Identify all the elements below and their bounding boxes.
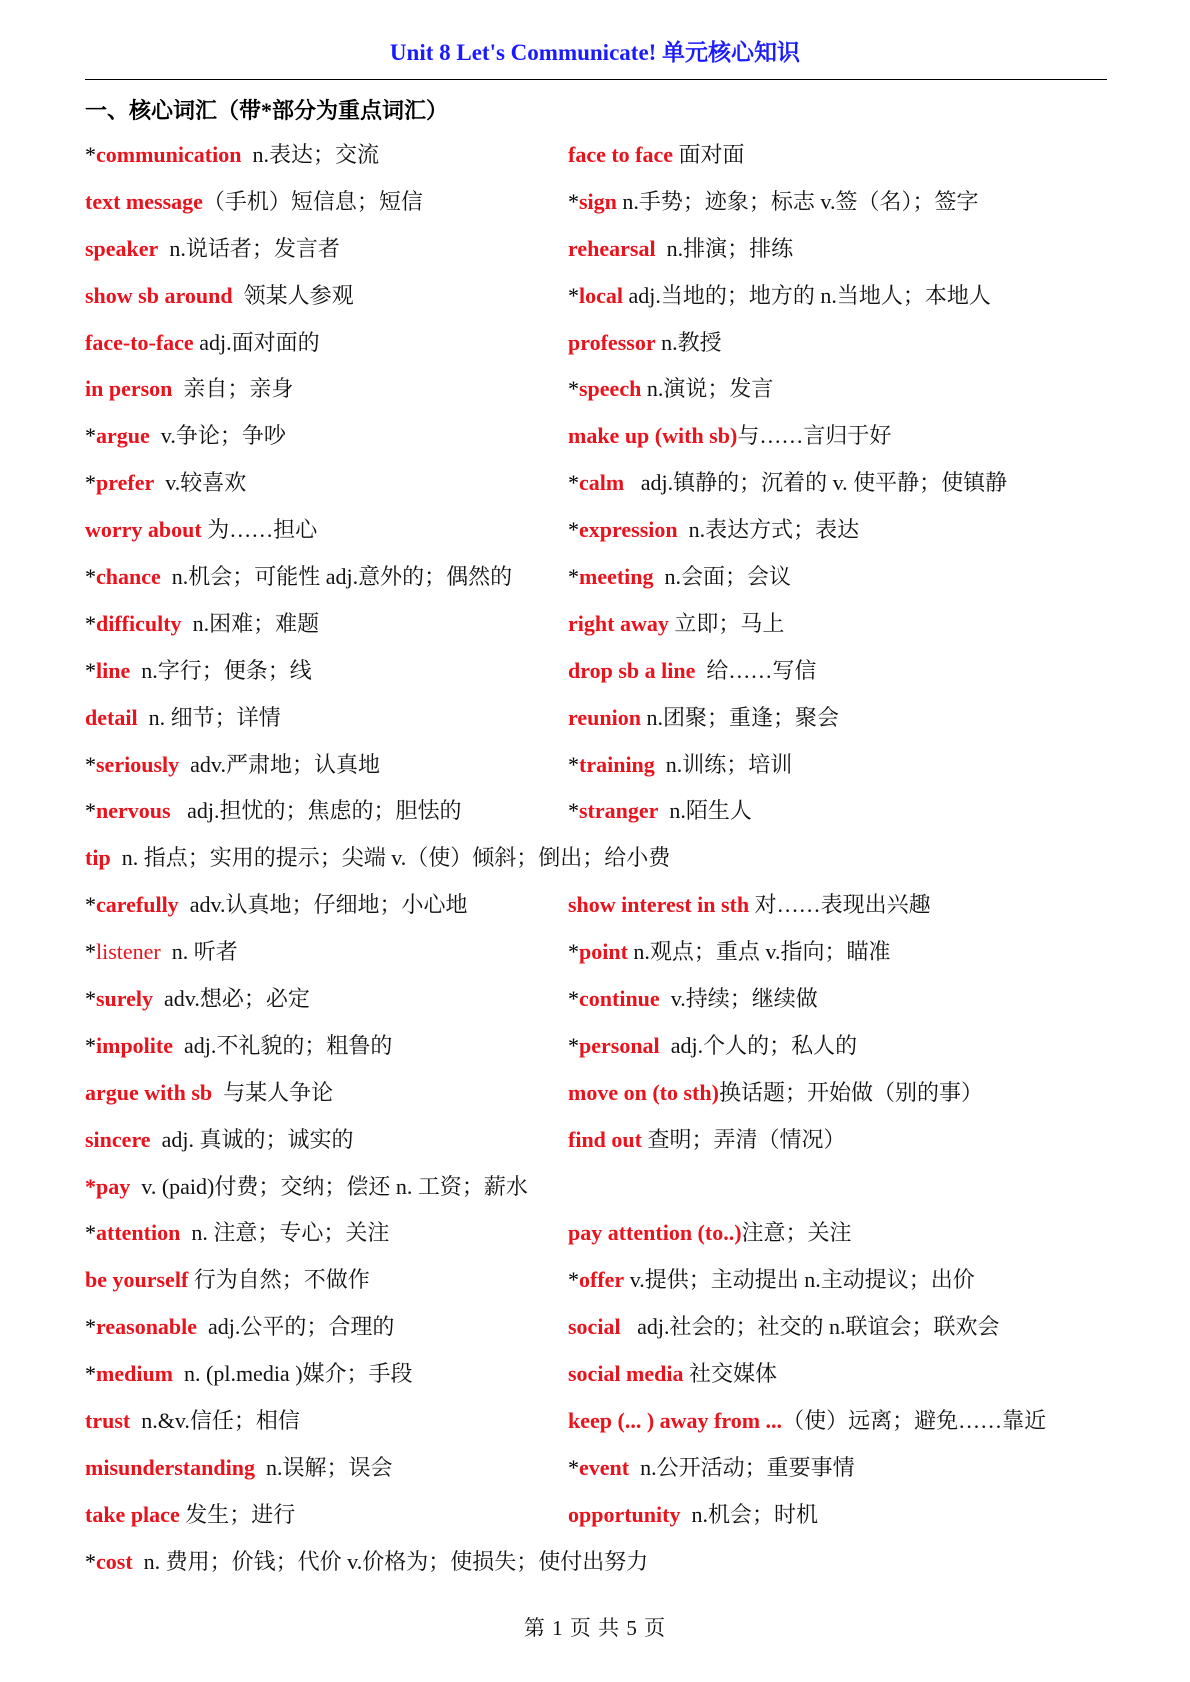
vocab-row [85, 1353, 1125, 1400]
vocab-entry [85, 1453, 392, 1483]
vocab-row [85, 1072, 1125, 1119]
key-word-marker: * [568, 986, 579, 1012]
vocab-definition: n.会面；会议 [653, 564, 792, 590]
vocab-term: reasonable [96, 1314, 198, 1340]
key-word-marker: * [568, 1454, 579, 1480]
vocab-entry [568, 1406, 1046, 1436]
vocab-row [85, 744, 1125, 791]
vocab-entry [85, 1265, 370, 1295]
vocab-term: argue [96, 423, 150, 449]
vocab-definition: v. (paid)付费；交纳；偿还 n. 工资；薪水 [130, 1173, 528, 1199]
vocab-term: pay [96, 1173, 131, 1199]
vocab-entry [85, 890, 468, 920]
vocab-row [85, 1400, 1125, 1447]
vocab-definition: 面对面 [673, 142, 745, 167]
key-word-marker: * [568, 939, 579, 965]
vocab-definition: n. 费用；价钱；代价 v.价格为；使损失；使付出努力 [132, 1548, 649, 1574]
vocab-entry [85, 1031, 392, 1061]
vocab-term: continue [579, 986, 660, 1012]
vocab-definition: adv.严肃地；认真地 [179, 751, 380, 777]
vocab-term: move on (to sth) [568, 1079, 719, 1105]
vocab-term: attention [96, 1220, 181, 1246]
key-word-marker: * [568, 798, 579, 824]
vocab-entry [568, 984, 818, 1014]
vocab-row [85, 931, 1125, 978]
vocab-row [85, 884, 1125, 931]
vocab-term: listener [96, 939, 161, 965]
vocab-entry [85, 937, 238, 967]
vocab-row [85, 1306, 1125, 1353]
key-word-marker: * [85, 142, 96, 167]
vocab-row [85, 275, 1125, 322]
key-word-marker: * [85, 892, 96, 918]
vocab-term: be yourself [85, 1267, 189, 1293]
vocab-definition: adj.当地的；地方的 n.当地人；本地人 [623, 282, 991, 308]
vocab-row [85, 1166, 1125, 1213]
vocab-term: speaker [85, 235, 159, 261]
key-word-marker: * [85, 564, 96, 590]
vocab-term: cost [96, 1548, 133, 1574]
vocab-definition: n.观点；重点 v.指向；瞄准 [627, 939, 891, 965]
vocab-term: take place [85, 1501, 180, 1527]
vocab-entry [568, 468, 1007, 498]
vocab-term: face to face [568, 142, 674, 167]
vocab-entry [85, 1500, 295, 1530]
key-word-marker: * [85, 798, 96, 824]
vocab-entry [85, 1218, 389, 1248]
section-heading: 一、核心词汇（带*部分为重点词汇） [85, 98, 449, 123]
vocab-row [85, 603, 1125, 650]
vocab-definition: v.较喜欢 [154, 470, 247, 496]
vocab-definition: n. 听者 [160, 939, 238, 965]
vocab-definition: n. 细节；详情 [137, 704, 281, 730]
vocabulary-list [85, 134, 1125, 1588]
key-word-marker: * [85, 1032, 96, 1058]
key-word-marker: * [85, 1220, 96, 1246]
vocab-definition: n.说话者；发言者 [158, 235, 340, 261]
vocab-term: nervous [96, 798, 171, 824]
key-word-marker: * [85, 1314, 96, 1340]
vocab-definition: 注意；关注 [741, 1220, 852, 1246]
key-word-marker: * [85, 470, 96, 496]
vocab-term: keep (... ) away from ... [568, 1408, 783, 1434]
vocab-entry [568, 609, 784, 639]
vocab-entry [568, 750, 792, 780]
vocab-definition: 与……言归于好 [737, 423, 892, 449]
vocab-term: stranger [579, 798, 659, 824]
vocab-entry [85, 468, 246, 498]
vocab-entry [85, 750, 380, 780]
vocab-term: right away [568, 610, 669, 636]
vocab-row [85, 1541, 1125, 1588]
vocab-definition: adj.不礼貌的；粗鲁的 [173, 1032, 393, 1058]
vocab-term: show sb around [85, 282, 233, 308]
vocab-entry [85, 187, 423, 217]
vocab-definition: 给……写信 [695, 657, 817, 683]
vocab-entry [85, 609, 319, 639]
key-word-marker: * [85, 986, 96, 1012]
vocab-definition: 发生；进行 [179, 1501, 296, 1527]
page-number: 第 1 页 共 5 页 [523, 1616, 667, 1640]
vocab-term: misunderstanding [85, 1454, 255, 1480]
vocab-entry [85, 140, 379, 170]
vocab-term: rehearsal [568, 235, 656, 261]
vocab-row [85, 1447, 1125, 1494]
vocab-definition: adj.镇静的；沉着的 v. 使平静；使镇静 [624, 470, 1008, 496]
vocab-entry [85, 1125, 353, 1155]
vocab-entry [568, 1359, 777, 1389]
vocab-definition: n. 指点；实用的提示；尖端 v.（使）倾斜；倒出；给小费 [110, 845, 671, 871]
vocab-term: calm [579, 470, 625, 496]
vocab-definition: n.字行；便条；线 [130, 657, 312, 683]
vocab-term: personal [579, 1032, 660, 1058]
vocab-definition: 查明；弄清（情况） [641, 1126, 846, 1152]
key-word-marker: * [85, 657, 96, 683]
vocab-definition: n.陌生人 [658, 798, 752, 824]
vocab-definition: n.团聚；重逢；聚会 [640, 704, 839, 730]
vocab-term: medium [96, 1361, 173, 1387]
vocab-term: speech [579, 376, 642, 402]
vocab-definition: 对……表现出兴趣 [749, 892, 931, 918]
vocab-definition: n. 注意；专心；关注 [180, 1220, 390, 1246]
vocab-definition: v.提供；主动提出 n.主动提议；出价 [624, 1267, 975, 1293]
key-word-marker: * [568, 1267, 579, 1293]
vocab-entry [85, 328, 320, 358]
vocab-row [85, 650, 1125, 697]
vocab-term: prefer [96, 470, 155, 496]
vocab-definition: adj.担忧的；焦虑的；胆怯的 [170, 798, 462, 824]
key-word-marker: * [568, 188, 579, 214]
vocab-term: local [579, 282, 623, 308]
vocab-term: professor [568, 329, 656, 355]
page-title: Unit 8 Let's Communicate! 单元核心知识 [389, 40, 801, 65]
vocab-entry [85, 562, 512, 592]
vocab-entry [85, 374, 293, 404]
vocab-term: event [579, 1454, 630, 1480]
vocab-term: difficulty [96, 610, 182, 636]
header-divider [85, 79, 1107, 80]
vocab-row [85, 1119, 1125, 1166]
vocab-entry [85, 234, 340, 264]
vocab-term: tip [85, 845, 111, 871]
key-word-marker: * [85, 939, 96, 965]
vocab-entry [568, 374, 773, 404]
key-word-marker: * [568, 282, 579, 308]
vocab-definition: n.困难；难题 [181, 610, 320, 636]
vocab-entry [568, 1265, 975, 1295]
vocab-term: find out [568, 1126, 642, 1152]
vocab-row [85, 415, 1125, 462]
vocab-term: in person [85, 376, 173, 402]
vocab-entry [85, 1312, 394, 1342]
vocab-term: detail [85, 704, 138, 730]
vocab-entry [568, 1453, 855, 1483]
vocab-row [85, 790, 1125, 837]
vocab-entry [568, 796, 752, 826]
vocab-definition: n.公开活动；重要事情 [629, 1454, 855, 1480]
vocab-term: face-to-face [85, 329, 194, 355]
vocab-definition: n.训练；培训 [654, 751, 793, 777]
vocab-definition: n.机会；时机 [680, 1501, 818, 1527]
vocab-entry [85, 1406, 300, 1436]
vocab-entry [85, 984, 310, 1014]
vocab-row [85, 556, 1125, 603]
vocab-entry [85, 1078, 333, 1108]
vocab-row [85, 1494, 1125, 1541]
vocab-term: make up (with sb) [568, 423, 738, 449]
vocab-definition: 立即；马上 [668, 610, 785, 636]
vocab-term: meeting [579, 564, 654, 590]
vocab-entry [85, 656, 312, 686]
vocab-definition: adj.面对面的 [193, 329, 320, 355]
vocab-entry [85, 843, 670, 873]
vocab-term: carefully [96, 892, 179, 918]
vocab-entry [568, 140, 745, 170]
vocab-entry [568, 1031, 857, 1061]
vocab-term: point [579, 939, 628, 965]
vocab-definition: 换话题；开始做（别的事） [718, 1079, 983, 1105]
vocab-definition: 与某人争论 [212, 1079, 334, 1105]
vocab-entry [568, 234, 793, 264]
vocab-definition: n.演说；发言 [641, 376, 774, 402]
vocab-definition: adj. 真诚的；诚实的 [150, 1126, 354, 1152]
vocab-term: reunion [568, 704, 641, 730]
vocab-entry [568, 1078, 983, 1108]
vocab-definition: n.排演；排练 [655, 235, 794, 261]
vocab-term: chance [96, 564, 161, 590]
vocab-definition: v.持续；继续做 [659, 986, 818, 1012]
vocab-row [85, 134, 1125, 181]
vocab-entry [568, 937, 891, 967]
vocab-term: worry about [85, 517, 202, 543]
vocab-term: social media [568, 1361, 684, 1387]
vocab-definition: n.误解；误会 [254, 1454, 393, 1480]
vocab-row [85, 1259, 1125, 1306]
vocab-entry [85, 1359, 413, 1389]
vocab-definition: 亲自；亲身 [172, 376, 294, 402]
vocab-definition: 行为自然；不做作 [188, 1267, 370, 1293]
vocab-term: sincere [85, 1126, 151, 1152]
vocab-definition: adv.认真地；仔细地；小心地 [178, 892, 468, 918]
key-word-marker: * [85, 1173, 96, 1199]
vocab-entry [568, 1125, 846, 1155]
vocab-definition: n. (pl.media )媒介；手段 [173, 1361, 413, 1387]
vocab-row [85, 697, 1125, 744]
vocab-entry [568, 656, 816, 686]
vocab-term: training [579, 751, 655, 777]
vocab-entry [85, 796, 461, 826]
vocab-entry [568, 1312, 999, 1342]
vocab-term: argue with sb [85, 1079, 213, 1105]
vocab-entry [568, 703, 839, 733]
vocab-entry [568, 187, 979, 217]
vocab-definition: n.表达方式；表达 [677, 517, 860, 543]
vocab-term: seriously [96, 751, 180, 777]
vocab-row [85, 1025, 1125, 1072]
vocab-row [85, 978, 1125, 1025]
key-word-marker: * [568, 470, 579, 496]
key-word-marker: * [85, 751, 96, 777]
vocab-term: social [568, 1314, 621, 1340]
vocab-entry [568, 421, 891, 451]
key-word-marker: * [85, 423, 96, 449]
vocab-term: text message [85, 188, 203, 214]
vocab-term: offer [579, 1267, 625, 1293]
vocab-term: communication [96, 142, 242, 167]
vocab-definition: adj.社会的；社交的 n.联谊会；联欢会 [620, 1314, 1000, 1340]
vocab-row [85, 837, 1125, 884]
vocab-definition: adj.个人的；私人的 [659, 1032, 858, 1058]
vocab-entry [85, 703, 281, 733]
vocab-definition: n.教授 [655, 329, 722, 355]
vocab-definition: 社交媒体 [683, 1361, 778, 1387]
vocab-entry [568, 281, 991, 311]
vocab-definition: n.手势；迹象；标志 v.签（名）；签字 [616, 188, 979, 214]
key-word-marker: * [85, 1361, 96, 1387]
vocab-term: opportunity [568, 1501, 681, 1527]
vocab-term: trust [85, 1408, 131, 1434]
vocab-entry [85, 1172, 528, 1202]
vocab-row [85, 462, 1125, 509]
vocab-term: show interest in sth [568, 892, 750, 918]
key-word-marker: * [568, 376, 579, 402]
vocab-entry [568, 1218, 852, 1248]
vocab-entry [85, 281, 354, 311]
key-word-marker: * [568, 1032, 579, 1058]
vocab-row [85, 228, 1125, 275]
key-word-marker: * [568, 517, 579, 543]
vocab-row [85, 322, 1125, 369]
vocab-entry [568, 328, 722, 358]
vocab-entry [568, 562, 791, 592]
vocab-entry [85, 1547, 648, 1577]
vocab-definition: adv.想必；必定 [153, 986, 310, 1012]
vocab-entry [85, 421, 286, 451]
vocab-entry [568, 1500, 818, 1530]
vocab-term: drop sb a line [568, 657, 696, 683]
vocab-term: pay attention (to..) [568, 1220, 742, 1246]
vocab-entry [85, 515, 317, 545]
vocab-term: expression [579, 517, 678, 543]
vocab-definition: v.争论；争吵 [149, 423, 286, 449]
vocab-term: impolite [96, 1032, 173, 1058]
vocab-row [85, 1212, 1125, 1259]
vocab-term: surely [96, 986, 154, 1012]
key-word-marker: * [568, 751, 579, 777]
vocab-definition: adj.公平的；合理的 [197, 1314, 395, 1340]
vocab-term: line [96, 657, 131, 683]
vocab-definition: 领某人参观 [232, 282, 354, 308]
vocab-definition: n.表达；交流 [241, 142, 379, 167]
vocab-entry [568, 890, 931, 920]
vocab-row [85, 509, 1125, 556]
vocab-term: sign [579, 188, 617, 214]
vocab-entry [568, 515, 859, 545]
vocab-row [85, 181, 1125, 228]
vocab-definition: n.&v.信任；相信 [130, 1408, 300, 1434]
vocab-definition: 为……担心 [201, 517, 318, 543]
vocab-definition: （使）远离；避免……靠近 [782, 1408, 1047, 1434]
key-word-marker: * [85, 610, 96, 636]
vocab-definition: n.机会；可能性 adj.意外的；偶然的 [160, 564, 513, 590]
vocab-definition: （手机）短信息；短信 [202, 188, 423, 214]
vocab-row [85, 368, 1125, 415]
key-word-marker: * [85, 1548, 96, 1574]
key-word-marker: * [568, 564, 579, 590]
